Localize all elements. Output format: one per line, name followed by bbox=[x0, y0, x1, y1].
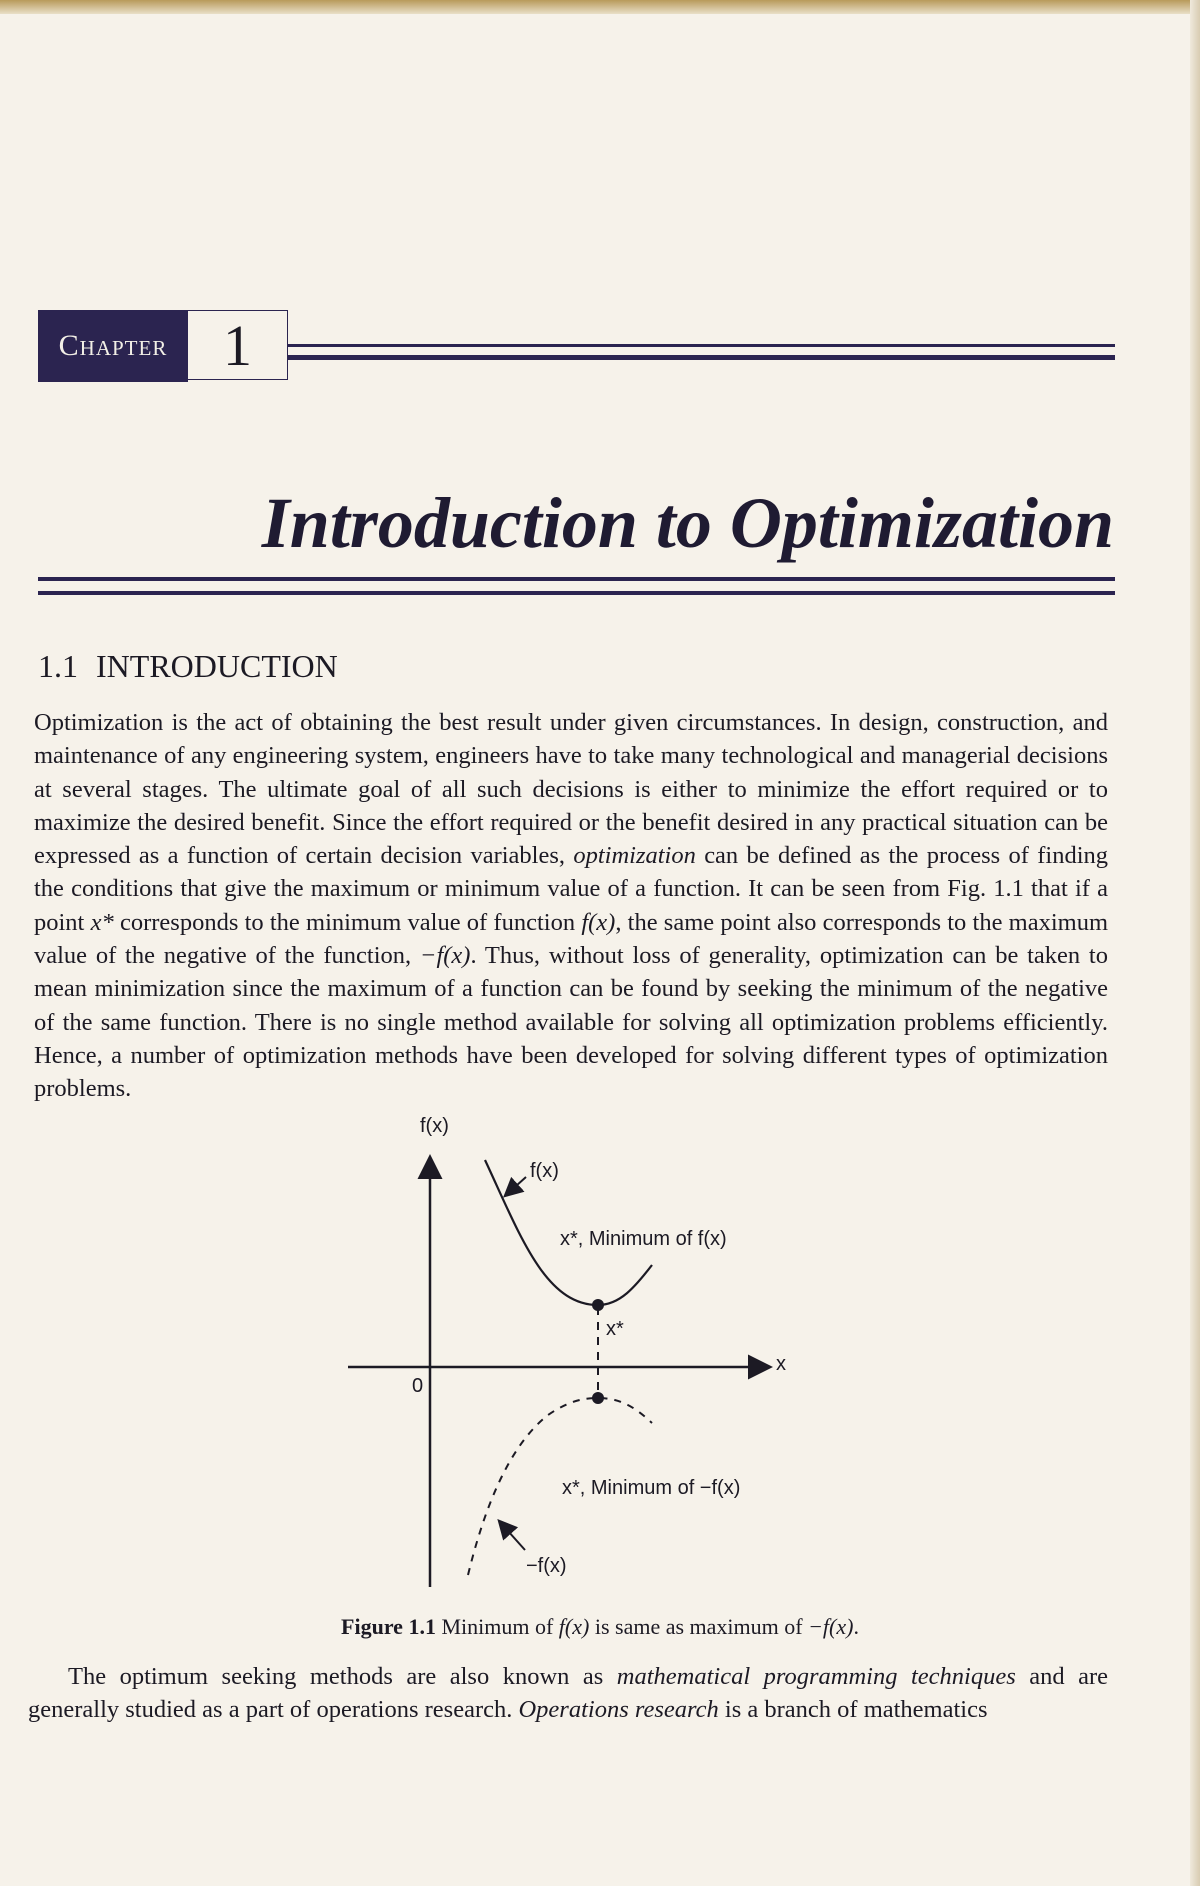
p1-part-d: , the same point also corresponds to the maximum value of the negative of the function, bbox=[34, 908, 1109, 970]
min-fx-label: x*, Minimum of f(x) bbox=[560, 1228, 727, 1250]
figure-1-1 bbox=[330, 1115, 790, 1595]
chapter-number: 1 bbox=[188, 310, 288, 380]
figure-caption bbox=[0, 1614, 1200, 1640]
caption-fx: f(x) bbox=[558, 1614, 590, 1639]
neg-fx-curve-label: −f(x) bbox=[526, 1555, 567, 1577]
fx-pointer bbox=[506, 1177, 526, 1195]
p2-term-operations-research: Operations research bbox=[518, 1696, 719, 1724]
min-point-neg-fx bbox=[592, 1392, 604, 1404]
chapter-label: Chapter bbox=[38, 310, 188, 382]
p2-part-b: and are generally studied as a part of operations research. bbox=[28, 1663, 1108, 1724]
section-heading bbox=[38, 648, 338, 685]
caption-text-a: Minimum of bbox=[441, 1614, 554, 1639]
title-rule bbox=[38, 577, 1115, 595]
y-axis-label: f(x) bbox=[420, 1115, 449, 1137]
min-neg-fx-label: x*, Minimum of −f(x) bbox=[562, 1477, 741, 1499]
p2-term-math-programming: mathematical programming techniques bbox=[616, 1663, 1016, 1690]
neg-fx-pointer bbox=[500, 1522, 525, 1550]
min-point-fx bbox=[592, 1299, 604, 1311]
chapter-rule bbox=[288, 344, 1115, 360]
p2-part-a: The optimum seeking methods are also known as bbox=[68, 1663, 604, 1690]
p1-part-b: can be defined as the process of finding the conditions that give the maximum or minimum value of a function. It can be seen from Fig. 1.1 that if a point bbox=[34, 842, 1108, 936]
p1-part-e: . Thus, without loss of generality, optimization can be taken to mean minimization since the maximum of a function can be found by seeking the minimum of the negative of the same function. There is no single method available for solving all optimization problems efficiently. Hence, a number of optimization methods have been developed for solving different types of optimization problems. bbox=[34, 942, 1108, 1103]
chapter-title: Introduction to Optimization bbox=[261, 483, 1114, 563]
page-top-edge bbox=[0, 0, 1200, 14]
fx-curve-label: f(x) bbox=[530, 1160, 559, 1182]
caption-end: . bbox=[853, 1614, 859, 1639]
caption-text-b: is same as maximum of bbox=[594, 1614, 803, 1639]
page-right-edge bbox=[1190, 0, 1200, 1886]
origin-label: 0 bbox=[412, 1375, 424, 1397]
section-number: 1.1 bbox=[38, 648, 78, 684]
p2-part-c: is a branch of mathematics bbox=[724, 1696, 988, 1724]
p1-part-a: Optimization is the act of obtaining the best result under given circumstances. In design, construction, and maintenance of any engineering system, engineers have to take many technological and managerial decisions at several stages. The ultimate goal of all such decisions is either to minimize the effort required or to maximize the desired benefit. Since the effort required or the benefit desired in any practical situation can be expressed as a function of certain decision variables, bbox=[34, 709, 1108, 870]
xstar-label: x* bbox=[606, 1318, 624, 1340]
section-title: INTRODUCTION bbox=[96, 648, 338, 684]
p1-fx: f(x) bbox=[581, 908, 616, 936]
x-axis-label: x bbox=[776, 1353, 786, 1375]
chapter-header bbox=[38, 310, 1115, 382]
p1-xstar: x* bbox=[90, 908, 114, 936]
second-paragraph bbox=[28, 1660, 1108, 1727]
p1-negfx: −f(x) bbox=[419, 942, 471, 970]
figure-plot bbox=[330, 1115, 790, 1595]
p1-term-optimization: optimization bbox=[573, 842, 696, 870]
p1-part-c: corresponds to the minimum value of function bbox=[119, 908, 576, 936]
caption-prefix: Figure 1.1 bbox=[341, 1614, 436, 1639]
caption-negfx: −f(x) bbox=[808, 1614, 854, 1639]
intro-paragraph bbox=[34, 706, 1108, 1106]
